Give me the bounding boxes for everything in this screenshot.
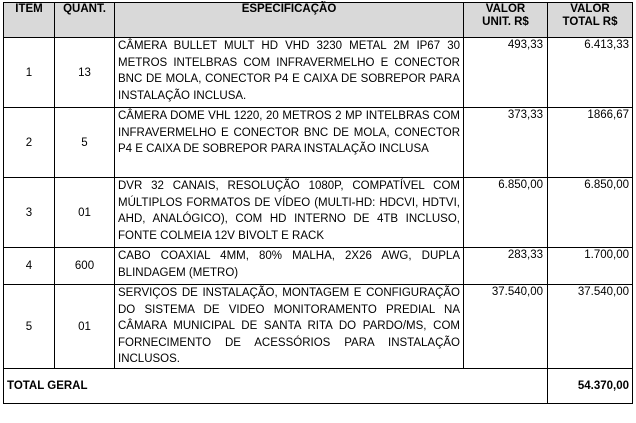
header-total-value-line1: VALOR: [570, 3, 610, 15]
total-row: [4, 369, 633, 404]
unit-value-cell: 37.540,00: [464, 285, 548, 369]
header-quantity: QUANT.: [55, 3, 115, 38]
table-row: [4, 38, 633, 108]
table-row: [4, 108, 633, 178]
table-row: [4, 178, 633, 248]
quantity-cell: 5: [55, 108, 115, 178]
header-specification: ESPECIFICAÇÃO: [115, 3, 464, 38]
unit-value-cell: 493,33: [464, 38, 548, 108]
header-total-value-line2: TOTAL R$: [562, 16, 618, 28]
quantity-cell: 13: [55, 38, 115, 108]
total-value-cell: 37.540,00: [548, 285, 633, 369]
header-item: ITEM: [4, 3, 55, 38]
specification-cell: CÂMERA DOME VHL 1220, 20 METROS 2 MP INTELBRAS COM INFRAVERMELHO E CONECTOR BNC DE MOLA, CONECTOR P4 E CAIXA DE SOBREPOR PARA INSTALAÇÃO INCLUSA: [115, 108, 464, 178]
specification-cell: CABO COAXIAL 4MM, 80% MALHA, 2X26 AWG, DUPLA BLINDAGEM (METRO): [115, 248, 464, 285]
header-unit-value-line1: VALOR: [485, 3, 526, 15]
item-number-cell: 4: [4, 248, 55, 285]
grand-total-value: 54.370,00: [548, 369, 633, 404]
quantity-cell: 600: [55, 248, 115, 285]
table-row: [4, 248, 633, 285]
specification-cell: CÂMERA BULLET MULT HD VHD 3230 METAL 2M IP67 30 METROS INTELBRAS COM INFRAVERMELHO E CONECTOR BNC DE MOLA, CONECTOR P4 E CAIXA DE SOBREPOR PARA INSTALAÇÃO INCLUSA.: [115, 38, 464, 108]
header-unit-value: [464, 3, 548, 38]
total-value-cell: 1866,67: [548, 108, 633, 178]
header-total-value: [548, 3, 633, 38]
unit-value-cell: 283,33: [464, 248, 548, 285]
item-number-cell: 1: [4, 38, 55, 108]
header-unit-value-line2: UNIT. R$: [482, 16, 529, 28]
specification-cell: SERVIÇOS DE INSTALAÇÃO, MONTAGEM E CONFIGURAÇÃO DO SISTEMA DE VIDEO MONITORAMENTO PREDIAL NA CÂMARA MUNICIPAL DE SANTA RITA DO PARDO/MS, COM FORNECIMENTO DE ACESSÓRIOS PARA INSTALAÇÃO INCLUSOS.: [115, 285, 464, 369]
header-row: [4, 3, 633, 38]
total-value-cell: 6.413,33: [548, 38, 633, 108]
total-value-cell: 1.700,00: [548, 248, 633, 285]
quantity-cell: 01: [55, 178, 115, 248]
item-number-cell: 3: [4, 178, 55, 248]
quantity-cell: 01: [55, 285, 115, 369]
total-value-cell: 6.850,00: [548, 178, 633, 248]
specification-cell: DVR 32 CANAIS, RESOLUÇÃO 1080P, COMPATÍVEL COM MÚLTIPLOS FORMATOS DE VÍDEO (MULTI-HD: HDCVI, HDTVI, AHD, ANALÓGICO), COM HD INTERNO DE 4TB INCLUSO, FONTE COLMEIA 12V BIVOLT E RACK: [115, 178, 464, 248]
unit-value-cell: 373,33: [464, 108, 548, 178]
unit-value-cell: 6.850,00: [464, 178, 548, 248]
item-number-cell: 2: [4, 108, 55, 178]
grand-total-label: TOTAL GERAL: [4, 369, 548, 404]
quote-table: [3, 2, 633, 404]
item-number-cell: 5: [4, 285, 55, 369]
table-row: [4, 285, 633, 369]
